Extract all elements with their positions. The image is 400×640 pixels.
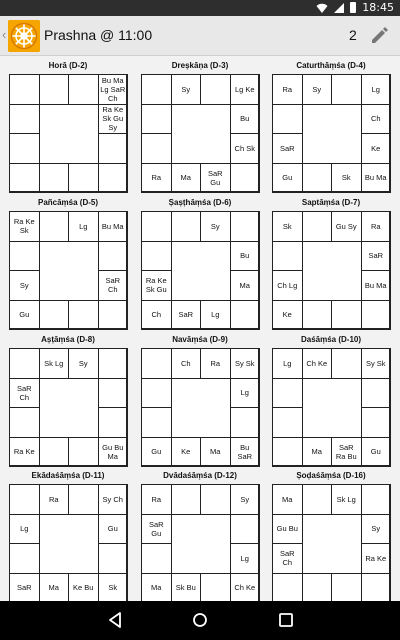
cellular-signal-icon (334, 3, 344, 13)
house-cell[interactable]: Ra Ke Sk Gu (141, 270, 172, 301)
house-cell[interactable]: Ra Ke Sk Gu Sy (98, 104, 129, 135)
chart-grid (141, 211, 259, 329)
house-cell[interactable] (361, 484, 392, 515)
house-cell[interactable]: Sk Lg (39, 348, 70, 379)
app-bar (0, 16, 400, 56)
house-cell[interactable] (361, 573, 392, 604)
recents-nav-icon[interactable] (276, 610, 296, 630)
house-cell[interactable]: Ra Ke Sk (9, 211, 40, 242)
house-cell[interactable]: Sy Sk (230, 348, 261, 379)
house-cell[interactable] (68, 74, 99, 105)
house-cell[interactable]: Sy (9, 270, 40, 301)
house-cell[interactable]: Ch (171, 348, 202, 379)
house-cell[interactable]: Bu Ma (361, 270, 392, 301)
house-cell[interactable] (68, 300, 99, 331)
house-cell[interactable]: SaR Gu (141, 514, 172, 545)
chart-title: Aṣṭāṃśa (D-8) (41, 335, 95, 344)
house-cell[interactable] (9, 133, 40, 164)
house-cell[interactable] (230, 163, 261, 194)
chart-grid (9, 348, 127, 466)
house-cell[interactable] (141, 378, 172, 409)
house-cell[interactable]: Ma (39, 573, 70, 604)
house-cell[interactable] (272, 241, 303, 272)
chart-count[interactable]: 2 (349, 27, 357, 43)
house-cell[interactable] (98, 241, 129, 272)
back-nav-icon[interactable] (105, 610, 125, 630)
house-cell[interactable]: Ra (200, 348, 231, 379)
house-cell[interactable] (272, 104, 303, 135)
chart-grid (141, 348, 259, 466)
divisional-charts-panel (0, 57, 400, 601)
house-cell[interactable]: Sk (98, 573, 129, 604)
chart-center (39, 241, 99, 301)
chart-center (171, 104, 231, 164)
chart-title: Pañcāṃśa (D-5) (37, 198, 99, 207)
house-cell[interactable] (302, 211, 333, 242)
house-cell[interactable] (98, 133, 129, 164)
house-cell[interactable] (302, 573, 333, 604)
house-cell[interactable]: Ra Ke (361, 543, 392, 574)
house-cell[interactable]: Gu (361, 437, 392, 468)
house-cell[interactable]: Sk (272, 211, 303, 242)
house-cell[interactable] (39, 437, 70, 468)
house-cell[interactable] (39, 74, 70, 105)
navigation-bar (0, 601, 400, 640)
house-cell[interactable] (331, 300, 362, 331)
chart-title: Dvādaśāṃśa (D-12) (163, 471, 237, 480)
house-cell[interactable] (230, 300, 261, 331)
house-cell[interactable] (141, 241, 172, 272)
house-cell[interactable]: Lg Ke (230, 74, 261, 105)
chart-title: Ṣaṣṭhāṃśa (D-6) (168, 198, 232, 207)
house-cell[interactable]: Sy (361, 514, 392, 545)
house-cell[interactable] (331, 573, 362, 604)
chart-grid (141, 74, 259, 192)
house-cell[interactable]: Ke (272, 300, 303, 331)
house-cell[interactable] (200, 484, 231, 515)
chart-title: Saptāṃśa (D-7) (301, 198, 361, 207)
house-cell[interactable] (39, 163, 70, 194)
chart-center (171, 514, 231, 574)
house-cell[interactable]: Lg (230, 378, 261, 409)
house-cell[interactable]: Gu (9, 300, 40, 331)
house-cell[interactable]: Sk (331, 163, 362, 194)
house-cell[interactable]: Bu Ma (98, 211, 129, 242)
house-cell[interactable] (200, 74, 231, 105)
house-cell[interactable]: Bu (230, 104, 261, 135)
house-cell[interactable] (39, 211, 70, 242)
house-cell[interactable] (98, 378, 129, 409)
house-cell[interactable]: Gu (98, 514, 129, 545)
house-cell[interactable] (68, 484, 99, 515)
house-cell[interactable] (141, 348, 172, 379)
house-cell[interactable] (68, 163, 99, 194)
house-cell[interactable] (98, 407, 129, 438)
chart-center (302, 514, 362, 574)
house-cell[interactable] (302, 163, 333, 194)
house-cell[interactable]: Bu SaR (230, 437, 261, 468)
house-cell[interactable] (331, 348, 362, 379)
house-cell[interactable]: SaR Ch (98, 270, 129, 301)
house-cell[interactable] (98, 543, 129, 574)
battery-icon (350, 2, 356, 13)
status-bar (0, 0, 400, 16)
house-cell[interactable]: Ma (302, 437, 333, 468)
chart-title: Ṣoḍaśāṃśa (D-16) (296, 471, 366, 480)
chart-center (302, 378, 362, 438)
chart-title: Horā (D-2) (48, 61, 88, 70)
house-cell[interactable]: Sy (171, 74, 202, 105)
chart-center (39, 514, 99, 574)
chart-title: Caturthāṃśa (D-4) (296, 61, 366, 70)
house-cell[interactable] (272, 437, 303, 468)
house-cell[interactable]: Sy (200, 211, 231, 242)
house-cell[interactable]: SaR Ch (9, 378, 40, 409)
house-cell[interactable]: Sy Ch (98, 484, 129, 515)
chart-grid (272, 484, 390, 602)
house-cell[interactable]: Bu (230, 241, 261, 272)
house-cell[interactable] (361, 378, 392, 409)
chart-grid (272, 348, 390, 466)
house-cell[interactable]: Ch Sk (230, 133, 261, 164)
house-cell[interactable]: Lg (272, 348, 303, 379)
house-cell[interactable] (361, 407, 392, 438)
house-cell[interactable]: Ke Bu (68, 573, 99, 604)
pencil-icon[interactable] (368, 23, 390, 45)
house-cell[interactable] (9, 407, 40, 438)
house-cell[interactable]: Lg (9, 514, 40, 545)
house-cell[interactable]: Ra (272, 74, 303, 105)
house-cell[interactable]: Lg (200, 300, 231, 331)
house-cell[interactable] (98, 300, 129, 331)
chart-grid (9, 484, 127, 602)
house-cell[interactable]: Gu Bu Ma (98, 437, 129, 468)
chart-grid (272, 74, 390, 192)
house-cell[interactable]: Ra (361, 211, 392, 242)
house-cell[interactable]: SaR (9, 573, 40, 604)
house-cell[interactable] (9, 348, 40, 379)
house-cell[interactable]: Sk Bu (171, 573, 202, 604)
house-cell[interactable] (9, 543, 40, 574)
house-cell[interactable]: Gu (272, 163, 303, 194)
app-title: Prashna @ 11:00 (44, 27, 153, 43)
house-cell[interactable] (9, 241, 40, 272)
house-cell[interactable] (98, 348, 129, 379)
chart-grid (141, 484, 259, 602)
house-cell[interactable] (272, 573, 303, 604)
house-cell[interactable] (141, 74, 172, 105)
house-cell[interactable] (230, 407, 261, 438)
house-cell[interactable]: Sy (68, 348, 99, 379)
house-cell[interactable]: SaR (272, 133, 303, 164)
chart-center (302, 104, 362, 164)
house-cell[interactable]: SaR Ra Bu (331, 437, 362, 468)
house-cell[interactable] (39, 300, 70, 331)
house-cell[interactable]: SaR (361, 241, 392, 272)
house-cell[interactable]: Bu Ma (361, 163, 392, 194)
house-cell[interactable] (302, 300, 333, 331)
house-cell[interactable] (171, 211, 202, 242)
chevron-left-icon[interactable]: ‹ (2, 27, 7, 42)
house-cell[interactable] (302, 484, 333, 515)
chart-grid (9, 211, 127, 329)
house-cell[interactable]: Sy (302, 74, 333, 105)
house-cell[interactable] (272, 378, 303, 409)
house-cell[interactable] (200, 573, 231, 604)
chart-center (39, 104, 99, 164)
house-cell[interactable]: Ma (200, 437, 231, 468)
house-cell[interactable]: Ch Lg (272, 270, 303, 301)
house-cell[interactable]: SaR Gu (200, 163, 231, 194)
house-cell[interactable]: Lg (230, 543, 261, 574)
sun-chakra-icon[interactable] (8, 20, 40, 52)
house-cell[interactable]: Ma (230, 270, 261, 301)
chart-title: Daśāṃśa (D-10) (300, 335, 362, 344)
chart-center (171, 378, 231, 438)
house-cell[interactable]: Gu Sy (331, 211, 362, 242)
house-cell[interactable]: Ma (141, 573, 172, 604)
house-cell[interactable] (9, 163, 40, 194)
status-time: 18:45 (362, 1, 394, 14)
chart-grid (272, 211, 390, 329)
house-cell[interactable] (171, 484, 202, 515)
house-cell[interactable] (331, 74, 362, 105)
house-cell[interactable]: Sy (230, 484, 261, 515)
house-cell[interactable]: Ra (141, 484, 172, 515)
house-cell[interactable]: Gu (141, 437, 172, 468)
house-cell[interactable]: Ch Ke (230, 573, 261, 604)
house-cell[interactable]: Ch Ke (302, 348, 333, 379)
house-cell[interactable] (98, 163, 129, 194)
house-cell[interactable]: Ra Ke (9, 437, 40, 468)
house-cell[interactable]: Bu Ma Lg SaR Ch (98, 74, 129, 105)
house-cell[interactable] (230, 514, 261, 545)
house-cell[interactable]: SaR Ch (272, 543, 303, 574)
house-cell[interactable]: Sk Lg (331, 484, 362, 515)
house-cell[interactable]: Lg (68, 211, 99, 242)
house-cell[interactable]: Ke (171, 437, 202, 468)
house-cell[interactable]: Ma (272, 484, 303, 515)
chart-center (39, 378, 99, 438)
house-cell[interactable]: Ke (361, 133, 392, 164)
house-cell[interactable] (68, 437, 99, 468)
house-cell[interactable]: Ma (171, 163, 202, 194)
house-cell[interactable] (272, 407, 303, 438)
house-cell[interactable]: Sy Sk (361, 348, 392, 379)
chart-center (171, 241, 231, 301)
chart-center (302, 241, 362, 301)
house-cell[interactable] (9, 74, 40, 105)
house-cell[interactable] (141, 211, 172, 242)
house-cell[interactable]: Ch (141, 300, 172, 331)
house-cell[interactable] (230, 211, 261, 242)
house-cell[interactable] (141, 407, 172, 438)
house-cell[interactable] (9, 484, 40, 515)
chart-grid (9, 74, 127, 192)
house-cell[interactable] (9, 104, 40, 135)
house-cell[interactable]: Ra (141, 163, 172, 194)
house-cell[interactable]: Ch (361, 104, 392, 135)
chart-title: Navāṃśa (D-9) (172, 335, 228, 344)
house-cell[interactable] (361, 300, 392, 331)
house-cell[interactable]: SaR (171, 300, 202, 331)
house-cell[interactable] (141, 543, 172, 574)
wifi-icon (316, 2, 328, 14)
house-cell[interactable]: Ra (39, 484, 70, 515)
chart-title: Dreṣkāṇa (D-3) (171, 61, 229, 70)
house-cell[interactable]: Lg (361, 74, 392, 105)
home-nav-icon[interactable] (190, 610, 210, 630)
house-cell[interactable] (141, 104, 172, 135)
house-cell[interactable] (141, 133, 172, 164)
house-cell[interactable]: Gu Bu (272, 514, 303, 545)
chart-title: Ekādaśāṃśa (D-11) (31, 471, 105, 480)
